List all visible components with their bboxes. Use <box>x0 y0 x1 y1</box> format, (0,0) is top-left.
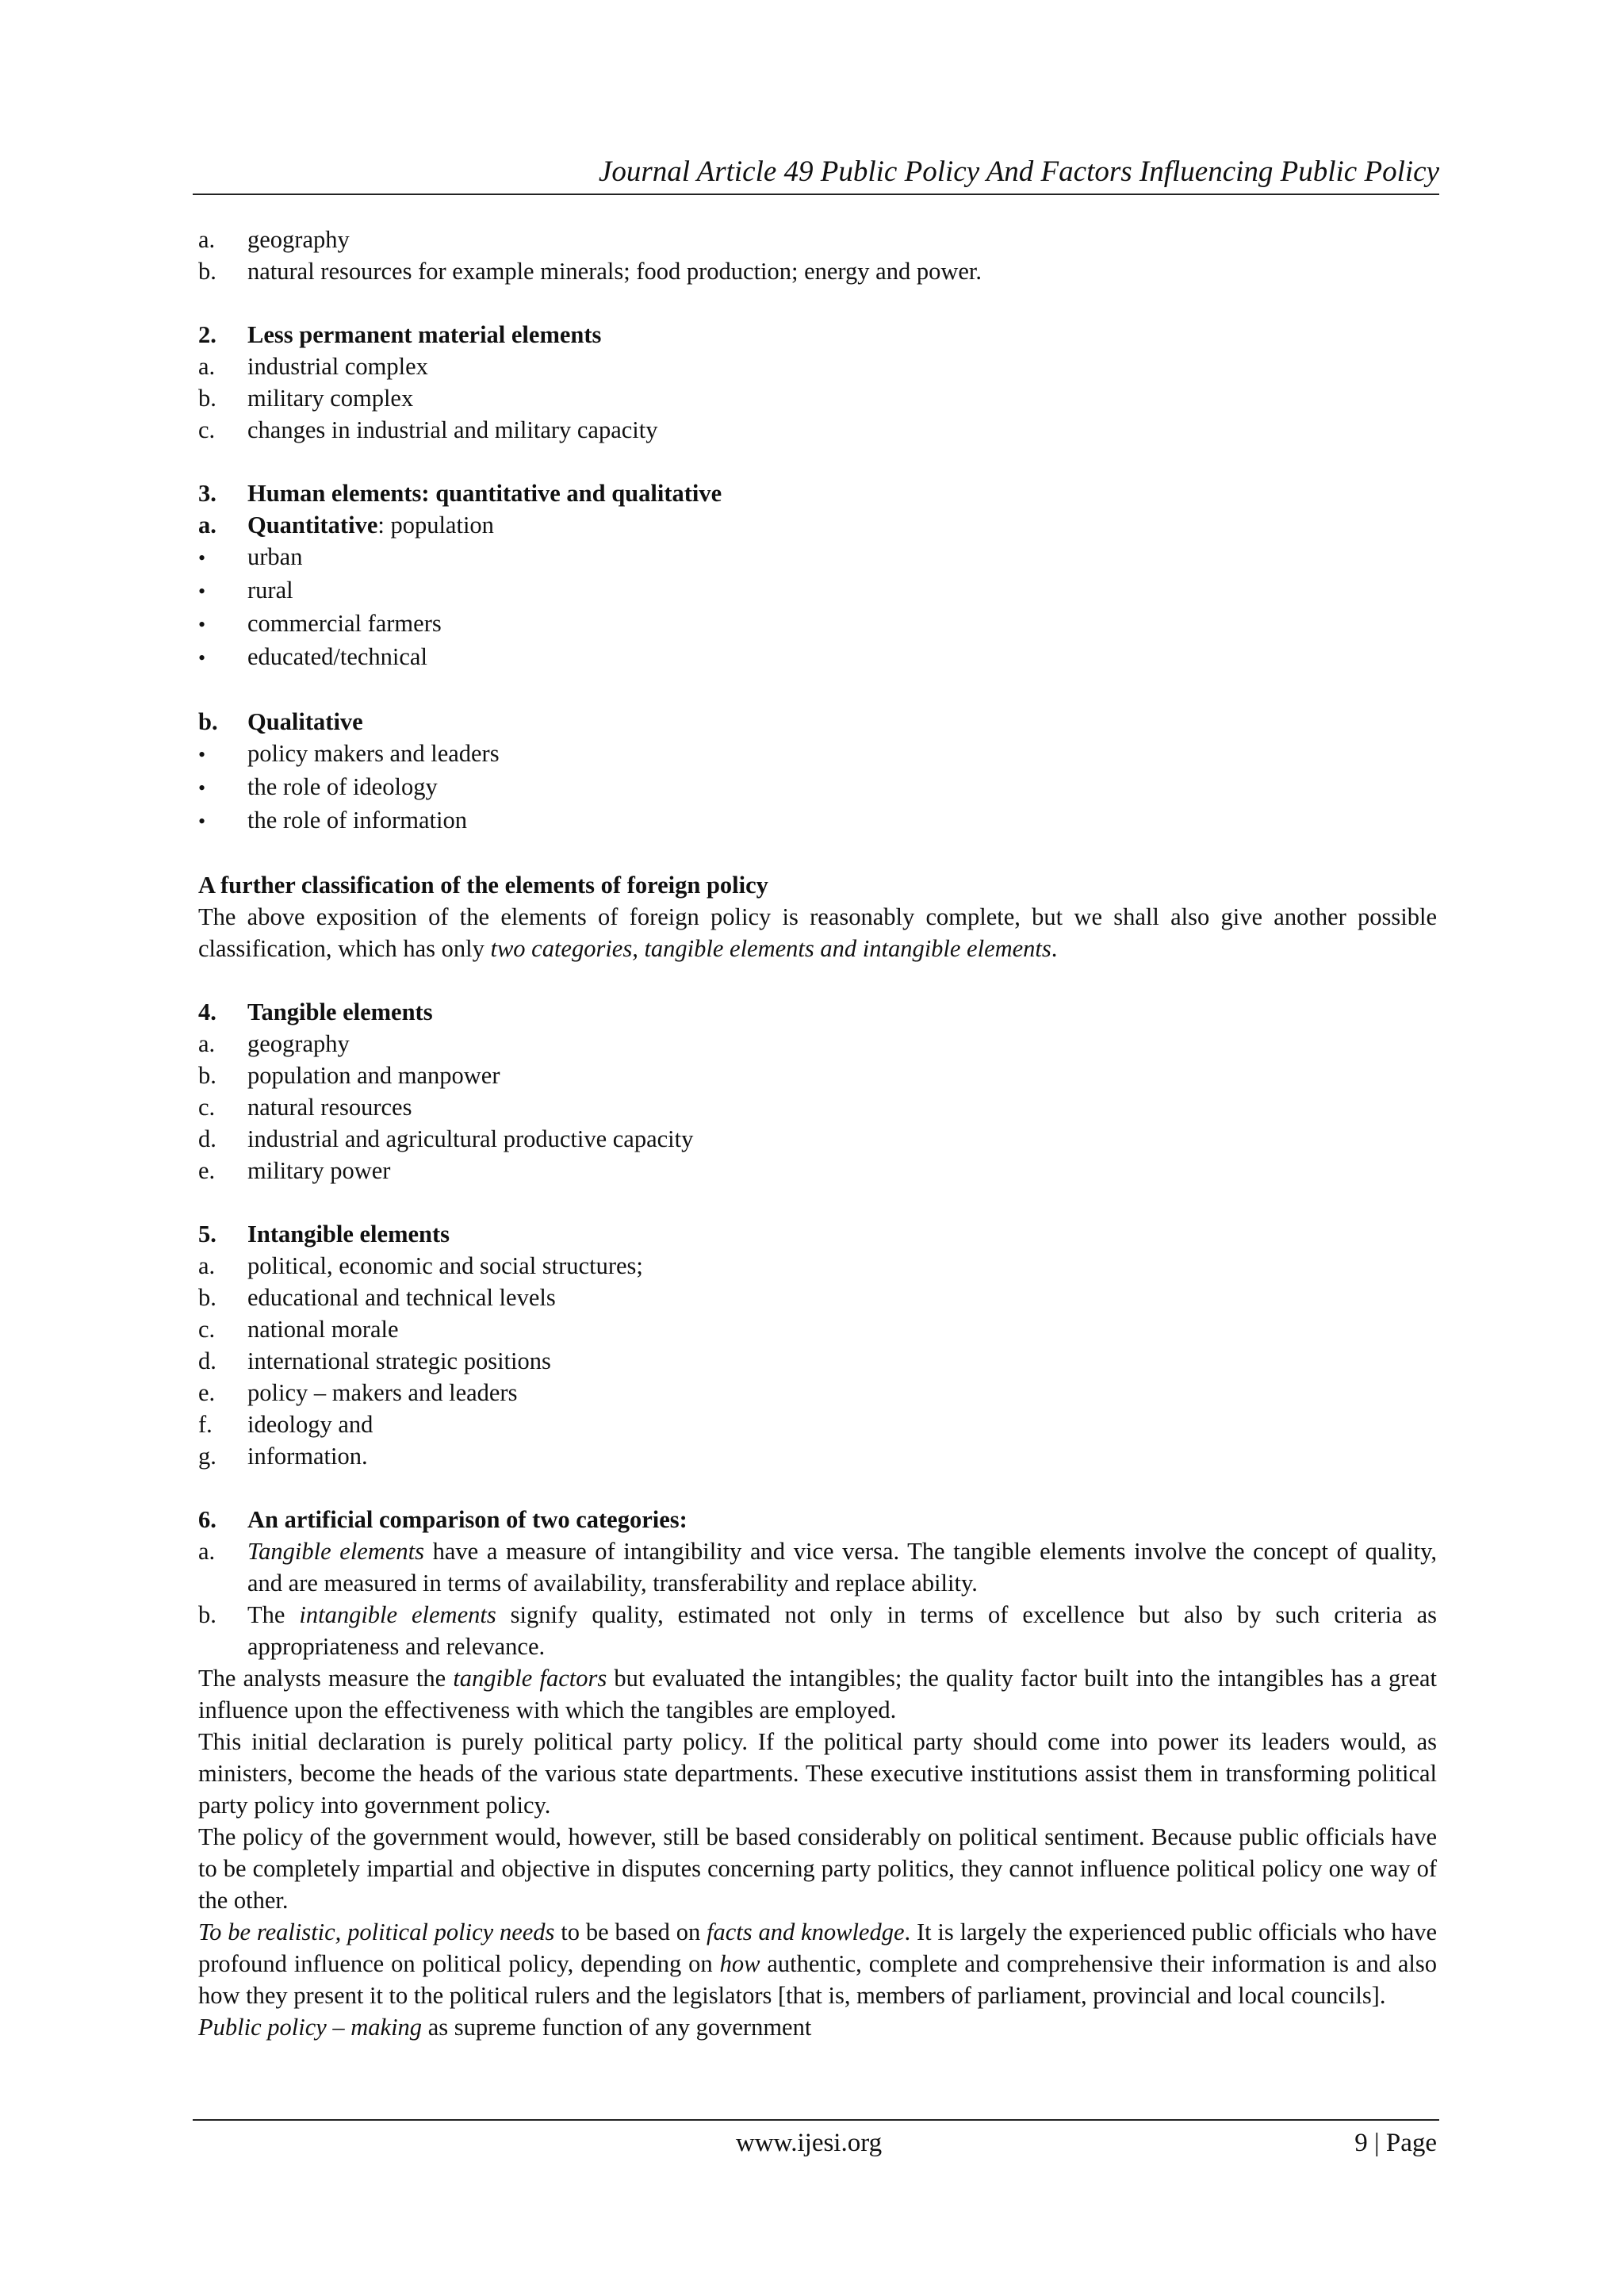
section-title: An artificial comparison of two categories: <box>247 1506 688 1533</box>
page-content <box>198 224 1437 2043</box>
list-marker: b. <box>198 708 218 735</box>
further-paragraph: The above exposition of the elements of foreign policy is reasonably complete, but we shall also give another possible classification, which has only two categories, tangible elements and intangible elements. <box>198 903 1437 962</box>
list-marker: b. <box>198 385 216 412</box>
list-item <box>198 1250 1437 1282</box>
list-marker: g. <box>198 1443 216 1470</box>
section-title: Intangible elements <box>247 1221 450 1248</box>
paragraph: The policy of the government would, however, still be based considerably on political sentiment. Because public officials have to be completely impartial and objective in disputes concerning party politics, they cannot influence political policy one way of the other. <box>198 1823 1437 1914</box>
section-5-heading <box>198 1218 1437 1250</box>
section-2-heading <box>198 319 1437 351</box>
list-item-text: geography <box>247 226 350 253</box>
list-item-text: changes in industrial and military capacity <box>247 416 658 443</box>
section-title: Tangible elements <box>247 999 433 1025</box>
subsection-text: : population <box>377 512 494 539</box>
list-marker: a. <box>198 353 216 380</box>
list-marker: a. <box>198 512 216 539</box>
bullet-icon <box>198 771 247 804</box>
list-item-text: military complex <box>247 385 414 412</box>
footer-rule <box>193 2119 1439 2121</box>
bullet-text: rural <box>247 577 293 604</box>
list-item <box>198 1028 1437 1060</box>
list-item <box>198 414 1437 446</box>
paragraph: The analysts measure the tangible factors but evaluated the intangibles; the quality factor built into the intangibles has a great influence upon the effectiveness with which the tangibles are employed. <box>198 1665 1437 1723</box>
bullet-icon <box>198 608 247 641</box>
list-item <box>198 1091 1437 1123</box>
list-marker: a. <box>198 1538 216 1565</box>
header-rule <box>193 194 1439 195</box>
bullet-item <box>198 541 1437 574</box>
list-marker: a. <box>198 226 216 253</box>
list-marker: c. <box>198 1094 216 1121</box>
running-header: Journal Article 49 Public Policy And Factors Influencing Public Policy <box>598 155 1439 188</box>
section-4-heading <box>198 996 1437 1028</box>
bullet-icon <box>198 574 247 608</box>
list-item <box>198 1345 1437 1377</box>
bullet-item <box>198 804 1437 838</box>
section-number: 2. <box>198 321 216 348</box>
list-item: b. The intangible elements signify quality, estimated not only in terms of excellence but also by such criteria as appropriateness and relevance. <box>198 1599 1437 1662</box>
list-item-text: ideology and <box>247 1411 373 1438</box>
bullet-icon <box>198 738 247 771</box>
list-item-text: information. <box>247 1443 368 1470</box>
list-item-text: international strategic positions <box>247 1347 551 1374</box>
list-marker: e. <box>198 1157 216 1184</box>
list-item-text: policy – makers and leaders <box>247 1379 518 1406</box>
list-item <box>198 1282 1437 1313</box>
bullet-text: urban <box>247 543 303 570</box>
paragraph: Public policy – making as supreme function of any government <box>198 2014 812 2041</box>
list-marker: b. <box>198 1601 216 1628</box>
list-item <box>198 1313 1437 1345</box>
bullet-text: educated/technical <box>247 643 427 670</box>
list-marker: d. <box>198 1125 216 1152</box>
list-marker: f. <box>198 1411 213 1438</box>
bullet-item <box>198 641 1437 674</box>
list-marker: d. <box>198 1347 216 1374</box>
list-item-text: geography <box>247 1030 350 1057</box>
bullet-text: policy makers and leaders <box>247 740 500 767</box>
list-item <box>198 224 1437 255</box>
bullet-item <box>198 738 1437 771</box>
page-number: 9 | Page <box>1354 2129 1437 2157</box>
list-item-text: natural resources for example minerals; food production; energy and power. <box>247 258 982 285</box>
bullet-item <box>198 771 1437 804</box>
paragraph: This initial declaration is purely political party policy. If the political party should come into power its leaders would, as ministers, become the heads of the various state departments. These executive institutions assist them in transforming political party policy into government policy. <box>198 1728 1437 1819</box>
list-item-text: population and manpower <box>247 1062 500 1089</box>
list-item <box>198 351 1437 382</box>
list-item <box>198 1060 1437 1091</box>
list-item <box>198 1377 1437 1409</box>
bullet-text: the role of ideology <box>247 773 438 800</box>
list-item <box>198 382 1437 414</box>
subsection-label: Qualitative <box>247 708 363 735</box>
subsection-qualitative <box>198 706 1437 738</box>
list-marker: b. <box>198 1062 216 1089</box>
section-number: 4. <box>198 999 216 1025</box>
bullet-text: the role of information <box>247 807 467 834</box>
list-marker: a. <box>198 1252 216 1279</box>
list-item-text: military power <box>247 1157 391 1184</box>
list-marker: a. <box>198 1030 216 1057</box>
list-marker: b. <box>198 1284 216 1311</box>
list-item-text: national morale <box>247 1316 399 1343</box>
paragraph: To be realistic, political policy needs to be based on facts and knowledge. It is largely the experienced public officials who have profound influence on political policy, depending on how authentic, complete and comprehensive their information is and also how they present it to the political rulers and the legislators [that is, members of parliament, provincial and local councils]. <box>198 1918 1437 2009</box>
subsection-label: Quantitative <box>247 512 378 539</box>
section-number: 5. <box>198 1221 216 1248</box>
bullet-icon <box>198 541 247 574</box>
bullet-icon <box>198 804 247 838</box>
list-marker: c. <box>198 1316 216 1343</box>
list-marker: e. <box>198 1379 216 1406</box>
list-item <box>198 1155 1437 1186</box>
bullet-icon <box>198 641 247 674</box>
list-item-text: industrial and agricultural productive capacity <box>247 1125 694 1152</box>
bullet-text: commercial farmers <box>247 610 442 637</box>
bullet-item <box>198 574 1437 608</box>
footer-url: www.ijesi.org <box>735 2129 883 2157</box>
list-item-text: natural resources <box>247 1094 412 1121</box>
list-item <box>198 1440 1437 1472</box>
section-6-heading <box>198 1504 1437 1535</box>
bullet-item <box>198 608 1437 641</box>
list-item: a. Tangible elements have a measure of intangibility and vice versa. The tangible elements involve the concept of quality, and are measured in terms of availability, transferability and replace ability. <box>198 1535 1437 1599</box>
list-item <box>198 1123 1437 1155</box>
list-item <box>198 255 1437 287</box>
subsection-quantitative <box>198 509 1437 541</box>
list-item-text: political, economic and social structures; <box>247 1252 643 1279</box>
section-number: 3. <box>198 480 216 507</box>
section-number: 6. <box>198 1506 216 1533</box>
list-item <box>198 1409 1437 1440</box>
further-heading: A further classification of the elements of foreign policy <box>198 872 768 899</box>
list-item-text: educational and technical levels <box>247 1284 556 1311</box>
section-title: Less permanent material elements <box>247 321 602 348</box>
section-3-heading <box>198 477 1437 509</box>
list-item-text: industrial complex <box>247 353 428 380</box>
list-marker: b. <box>198 258 216 285</box>
list-marker: c. <box>198 416 216 443</box>
section-title: Human elements: quantitative and qualitative <box>247 480 722 507</box>
